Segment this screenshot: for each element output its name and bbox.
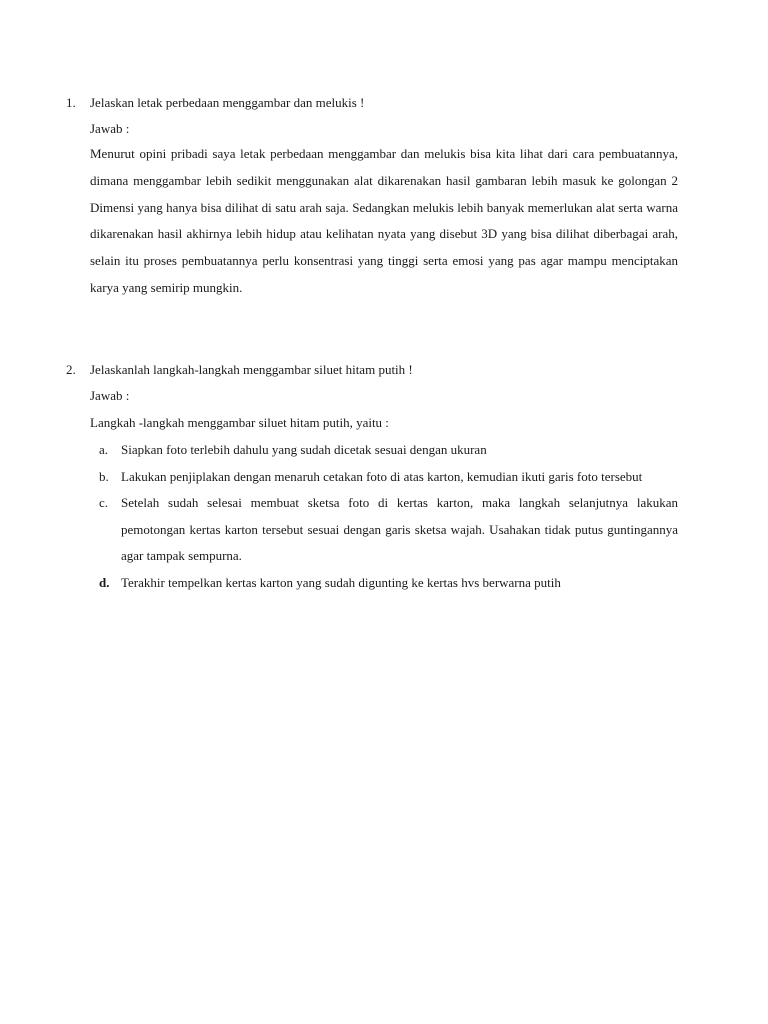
list-item <box>90 570 678 597</box>
question-2-line <box>66 360 678 380</box>
answer-intro: Langkah -langkah menggambar siluet hitam putih, yaitu : <box>90 415 389 430</box>
list-item-text: Siapkan foto terlebih dahulu yang sudah dicetak sesuai dengan ukuran <box>121 442 487 457</box>
answer-block <box>90 386 678 597</box>
answer-paragraph: Menurut opini pribadi saya letak perbedaan menggambar dan melukis bisa kita lihat dari cara pembuatannya, dimana menggambar lebih sedikit menggunakan alat dikarenakan hasil gambaran lebih masuk ke golongan 2 Dimensi yang hanya bisa dilihat di satu arah saja. Sedangkan melukis lebih banyak memerlukan alat serta warna dikarenakan hasil akhirnya lebih hidup atau kelihatan nyata yang disebut 3D yang bisa dilihat diberbagai arah, selain itu proses pembuatannya perlu konsentrasi yang tinggi serta emosi yang pas agar mampu menciptakan karya yang semirip mungkin. <box>90 146 678 295</box>
steps-list <box>90 437 678 597</box>
list-item <box>90 490 678 570</box>
list-marker: a. <box>99 442 109 457</box>
list-marker: c. <box>99 495 109 511</box>
question-number: 1. <box>66 95 76 110</box>
question-2 <box>66 360 678 597</box>
answer-label: Jawab : <box>90 388 130 403</box>
list-item <box>90 464 678 491</box>
list-item <box>90 437 678 464</box>
list-marker: b. <box>99 468 109 484</box>
question-number: 2. <box>66 362 76 377</box>
list-marker: d. <box>99 574 110 590</box>
question-1 <box>66 93 678 302</box>
question-text: Jelaskan letak perbedaan menggambar dan melukis ! <box>90 95 365 110</box>
question-1-line <box>66 93 678 113</box>
list-item-text: Setelah sudah selesai membuat sketsa foto di kertas karton, maka langkah selanjutnya lakukan pemotongan kertas karton tersebut sesuai dengan garis sketsa wajah. Usahakan tidak putus guntingannya agar tampak sempurna. <box>121 495 678 564</box>
list-item-text: Lakukan penjiplakan dengan menaruh cetakan foto di atas karton, kemudian ikuti garis foto tersebut <box>121 468 643 484</box>
answer-block <box>90 119 678 302</box>
answer-label: Jawab : <box>90 121 130 136</box>
question-text: Jelaskanlah langkah-langkah menggambar siluet hitam putih ! <box>90 362 413 377</box>
list-item-text: Terakhir tempelkan kertas karton yang sudah digunting ke kertas hvs berwarna putih <box>121 574 561 590</box>
